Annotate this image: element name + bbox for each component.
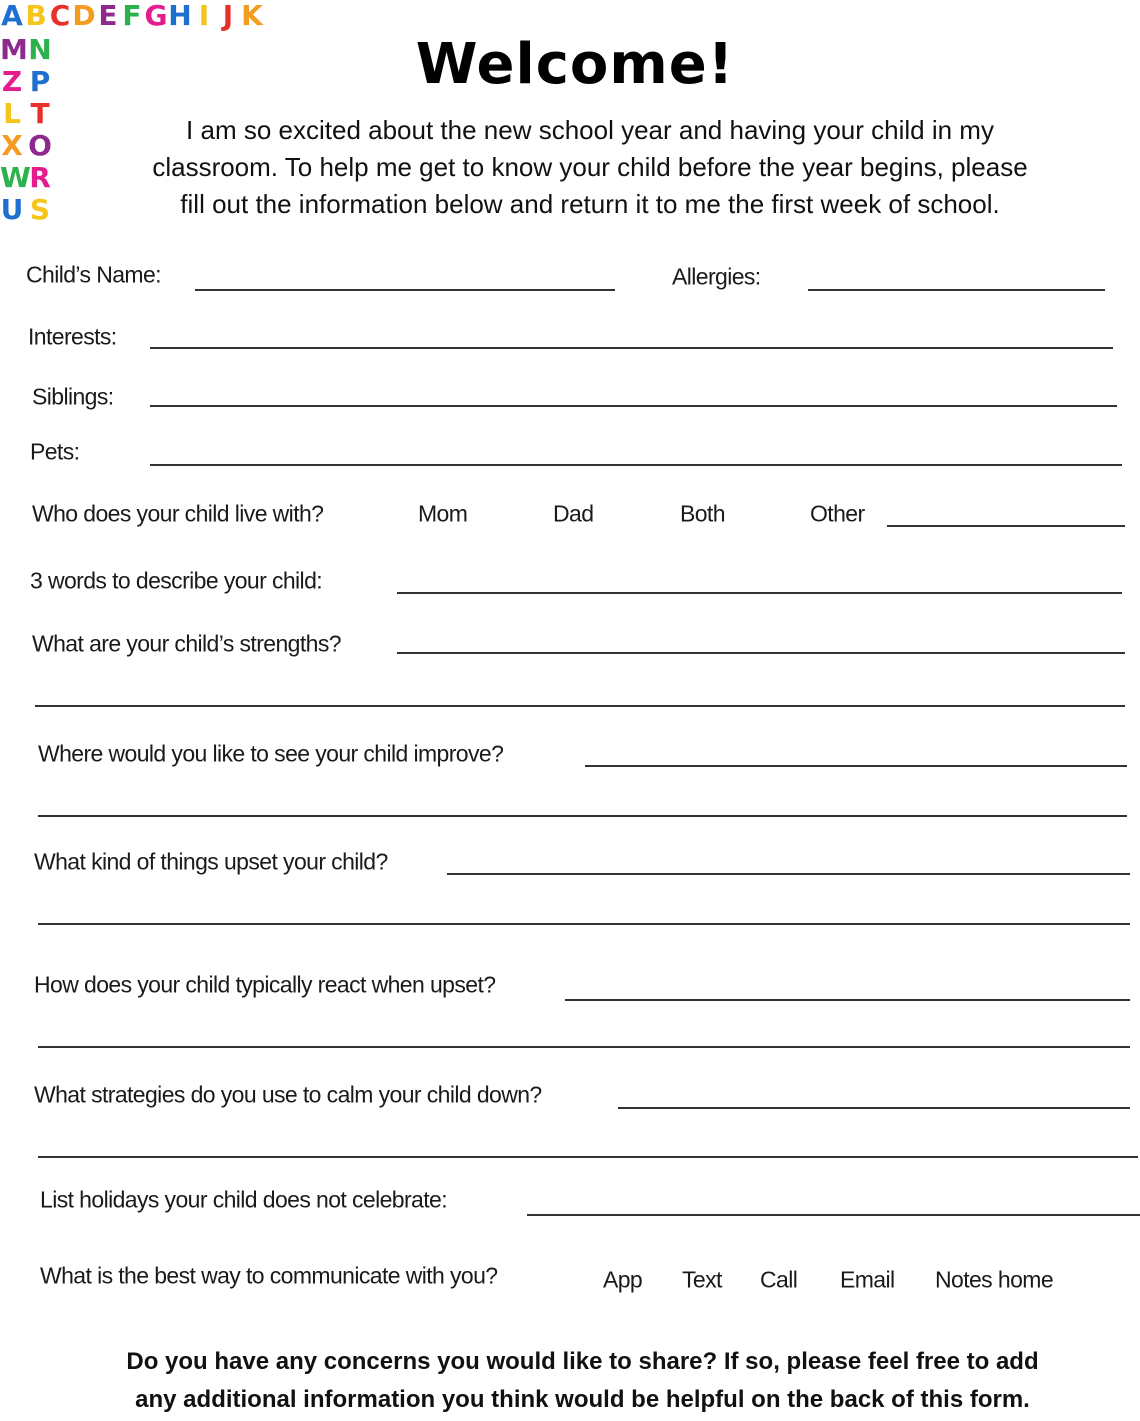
decoration-letter: C (49, 0, 71, 32)
strategies-label: What strategies do you use to calm your child down? (34, 1081, 542, 1108)
react-field[interactable] (565, 999, 1130, 1001)
decoration-letter: O (28, 129, 52, 162)
decoration-letter: P (29, 65, 51, 98)
allergies-field[interactable] (808, 289, 1105, 291)
lives-with-label: Who does your child live with? (32, 500, 324, 527)
upset-field[interactable] (447, 873, 1130, 875)
child-name-field[interactable] (195, 289, 615, 291)
react-label: How does your child typically react when upset? (34, 971, 496, 998)
holidays-label: List holidays your child does not celebrate: (40, 1186, 448, 1213)
closing-line: Do you have any concerns you would like to share? If so, please feel free to add (126, 1348, 1039, 1375)
interests-field[interactable] (150, 347, 1113, 349)
three-words-field[interactable] (397, 592, 1122, 594)
option-app[interactable]: App (603, 1266, 643, 1293)
siblings-label: Siblings: (32, 383, 114, 410)
intro-line: fill out the information below and return it to me the first week of school. (180, 189, 1000, 219)
holidays-field[interactable] (527, 1214, 1140, 1216)
strategies-field-line-2[interactable] (38, 1156, 1138, 1158)
interests-label: Interests: (28, 323, 117, 350)
child-name-label: Child’s Name: (26, 261, 161, 288)
intro-line: I am so excited about the new school year and having your child in my (186, 115, 994, 145)
page-title: Welcome! (415, 32, 735, 97)
decoration-letter: G (144, 0, 168, 32)
option-dad[interactable]: Dad (553, 500, 594, 527)
decoration-letter: B (25, 0, 47, 32)
decoration-letter: Z (1, 65, 23, 98)
allergies-label: Allergies: (672, 263, 761, 290)
option-mom[interactable]: Mom (418, 500, 468, 527)
siblings-field[interactable] (150, 405, 1117, 407)
option-other[interactable]: Other (810, 500, 865, 527)
decoration-letter: R (29, 161, 51, 194)
improve-label: Where would you like to see your child improve? (38, 740, 504, 767)
intro-line: classroom. To help me get to know your child before the year begins, please (152, 152, 1028, 182)
closing-note (0, 1343, 1140, 1419)
option-email[interactable]: Email (840, 1266, 895, 1293)
option-both[interactable]: Both (680, 500, 725, 527)
strengths-field[interactable] (397, 652, 1125, 654)
decoration-letter: T (30, 97, 50, 130)
strengths-field-line-2[interactable] (35, 705, 1125, 707)
option-text[interactable]: Text (682, 1266, 722, 1293)
improve-field[interactable] (585, 765, 1127, 767)
option-notes-home[interactable]: Notes home (935, 1266, 1054, 1293)
upset-field-line-2[interactable] (38, 923, 1130, 925)
pets-label: Pets: (30, 438, 80, 465)
decoration-letter: D (72, 0, 96, 32)
strengths-label: What are your child’s strengths? (32, 630, 341, 657)
decoration-letter: F (122, 0, 142, 32)
option-call[interactable]: Call (760, 1266, 798, 1293)
decoration-letter: W (0, 161, 31, 194)
decoration-letter: E (98, 0, 118, 32)
decoration-letter: N (28, 33, 52, 66)
decoration-letter: K (241, 0, 263, 32)
decoration-letter: H (168, 0, 192, 32)
pets-field[interactable] (150, 464, 1122, 466)
decoration-letter: I (198, 0, 210, 32)
three-words-label: 3 words to describe your child: (30, 567, 323, 594)
decoration-letter: S (29, 193, 51, 226)
decoration-letter: J (222, 0, 234, 32)
decoration-letter: A (1, 0, 23, 32)
upset-label: What kind of things upset your child? (34, 848, 388, 875)
decoration-letter: X (1, 129, 23, 162)
communicate-label: What is the best way to communicate with you? (40, 1262, 498, 1289)
other-field[interactable] (887, 525, 1125, 527)
improve-field-line-2[interactable] (38, 815, 1127, 817)
react-field-line-2[interactable] (38, 1046, 1130, 1048)
decoration-letter: L (3, 97, 21, 130)
decoration-letter: M (0, 33, 28, 66)
strategies-field[interactable] (618, 1107, 1130, 1109)
decoration-letter: U (0, 193, 24, 226)
closing-line: any additional information you think would be helpful on the back of this form. (135, 1386, 1030, 1413)
intro-paragraph (80, 112, 1100, 223)
